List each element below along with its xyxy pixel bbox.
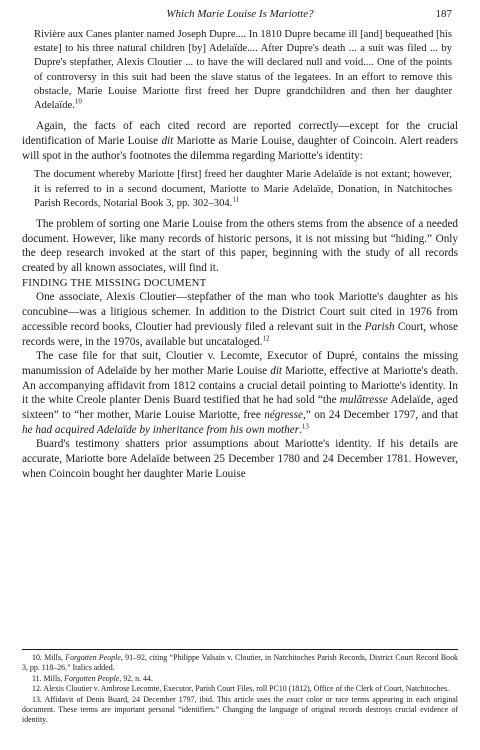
footnote-ref-11[interactable]: 11 xyxy=(232,195,240,204)
page-number: 187 xyxy=(435,8,452,20)
paragraph-1: Again, the facts of each cited record are reported correctly—except for the crucial identification of Marie Louise dit Mariotte as Marie Louise, daughter of Coincoin. Alert readers will spot in the author's footnotes the dilemma regarding Mariotte's identity: xyxy=(22,120,458,162)
article-body xyxy=(22,28,458,482)
footnotes xyxy=(22,653,458,726)
footnote-ref-10[interactable]: 10 xyxy=(74,97,82,106)
block-quote-1: Rivière aux Canes planter named Joseph Dupre.... In 1810 Dupre became ill [and] bequeathed [his estate] to his three natural children [by] Adelaïde.... After Dupre's death ... a suit was filed ... by Dupre's stepfather, Alexis Cloutier ... to have the will declared null and void.... One of the points of controversy in this suit had been the slave status of the legatees. In an effort to remove this obstacle, Marie Louise Mariotte first freed her Dupre grandchildren and then her daughter Adelaïde.$^{10}$ xyxy=(34,29,452,112)
footnote-10: 10. Mills, Forgotten People, 91–92, citing “Philippe Valsain v. Cloutier, in Natchitoches Parish Records, District Court Record Book 3, pp. 118–26.” Italics added. xyxy=(22,653,458,673)
running-header xyxy=(20,6,460,22)
section-heading: FINDING THE MISSING DOCUMENT xyxy=(22,276,207,289)
paragraph-4: The case file for that suit, Cloutier v. Lecomte, Executor of Dupré, contains the missing manumission of Adelaïde by her mother Marie Louise dit Mariotte, effective at Mariotte's death. An accompanying affidavit from 1812 contains a crucial detail pointing to Mariotte's identity. In it the white Creole planter Denis Buard testified that he had sold “the mulâtresse Adelaïde, aged sixteen” to “her mother, Marie Louise Mariotte, free négresse,” on 24 December 1797, and that he had acquired Adelaïde by inheritance from his own mother.$^{13}$ xyxy=(22,350,458,436)
running-title: Which Marie Louise Is Mariotte? xyxy=(166,8,314,20)
paragraph-5: Buard's testimony shatters prior assumptions about Mariotte's identity. If his details are accurate, Mariotte bore Adelaïde between 25 December 1780 and 24 December 1781. However, when Coincoin bought her daughter Marie Louise xyxy=(22,438,458,480)
footnote-13: 13. Affidavit of Denis Buard, 24 December 1797, ibid. This article uses the exact color or race terms appearing in each original document. These terms are important personal “identifiers.” Changing the language of original records destroys crucial evidence of identity. xyxy=(22,694,458,725)
footnote-ref-12[interactable]: 12 xyxy=(262,333,270,342)
paragraph-3: One associate, Alexis Cloutier—stepfather of the man who took Mariotte's daughter as his concubine—was a litigious schemer. In addition to the District Court suit cited in 1976 from accessible record books, Cloutier had previously filed a relevant suit in the Parish Court, whose records were, in the 1970s, available but uncataloged.$^{12}$ xyxy=(22,291,458,348)
footnote-11: 11. Mills, Forgotten People, 92, n. 44. xyxy=(32,673,153,683)
footnote-12: 12. Alexis Cloutier v. Ambrose Lecomte, Executor, Parish Court Files, roll PC10 (1812), Office of the Clerk of Court, Natchitoches. xyxy=(32,684,449,694)
footnote-divider xyxy=(22,649,458,650)
paragraph-2: The problem of sorting one Marie Louise from the others stems from the absence of a needed document. However, like many records of historic persons, it is not missing but “hiding.” Only the deep research invoked at the start of this paper, beginning with the study of all records created by all known associates, will find it. xyxy=(22,217,458,275)
footnote-ref-13[interactable]: 13 xyxy=(301,422,309,431)
block-quote-2: The document whereby Mariotte [first] freed her daughter Marie Adelaïde is not extant; however, it is referred to in a second document, Mariotte to Marie Adelaïde, Donation, in Natchitoches Parish Records, Notarial Book 3, pp. 302–304.11 xyxy=(34,169,452,209)
